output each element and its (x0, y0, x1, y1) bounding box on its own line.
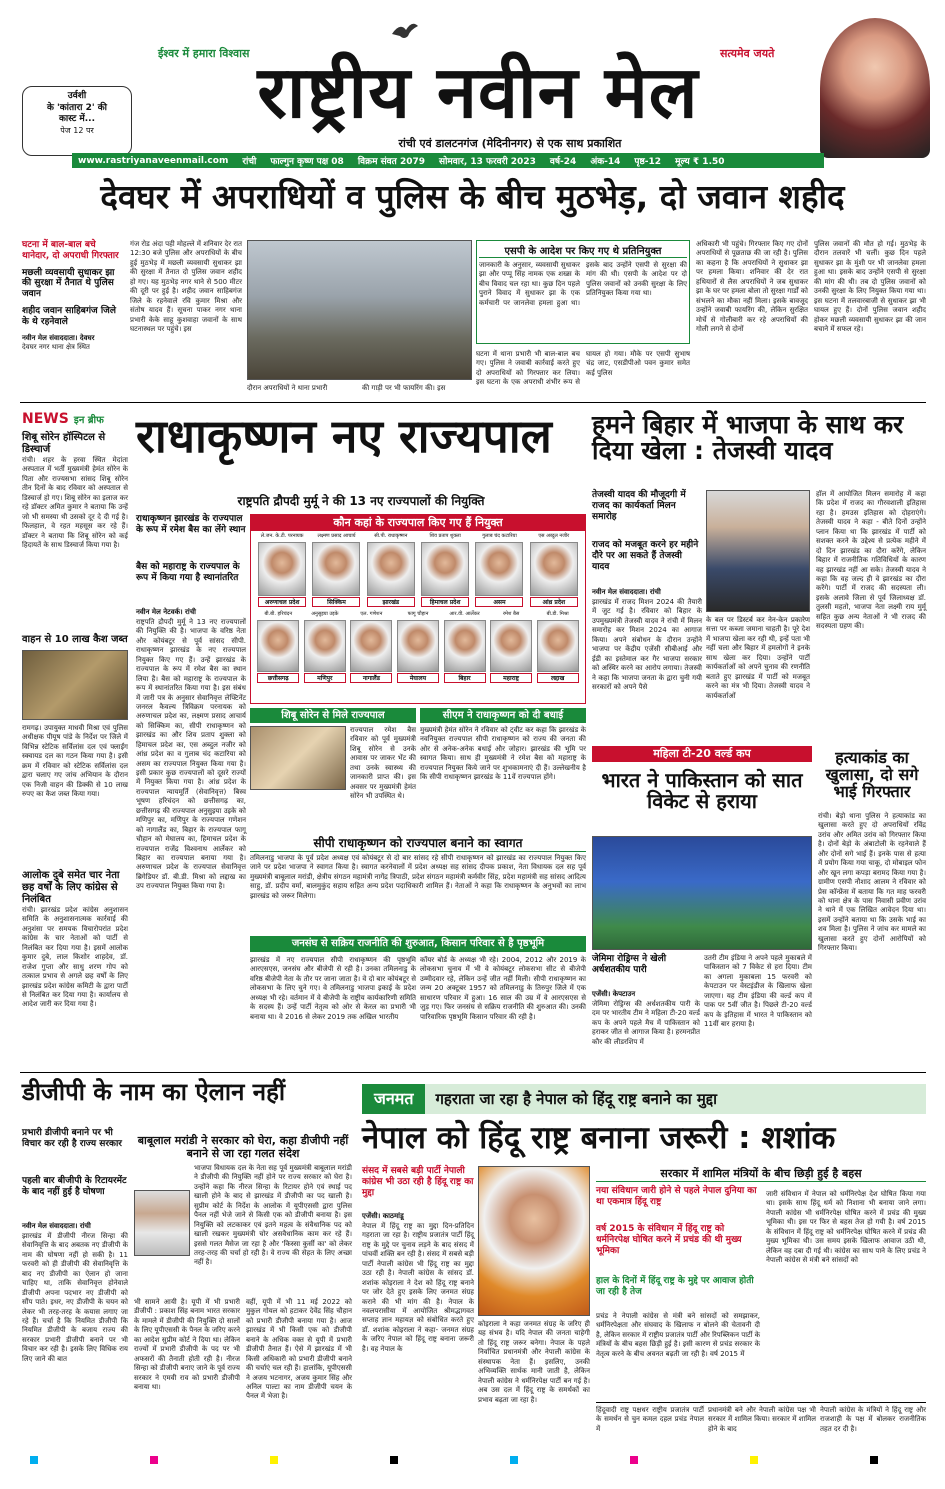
governors-body: राष्ट्रपति द्रौपदी मुर्मू ने 13 नए राज्यपालों की नियुक्ति की है। भाजपा के वरिष्ठ नेता और कोयंबटूर से पूर्व सांसद सीपी. राधाकृष्णन झारखंड के नए राज्यपाल नियुक्त किए गए हैं। उन्हें झारखंड के राज्यपाल के रूप में रमेश बैस का स्थान लिया है। बैस को महाराष्ट्र के राज्यपाल के रूप में स्थानांतरित किया गया है। इस संबंध में जारी पत्र के अनुसार सेवानिवृत्त लेफ्टिनेंट जनरल कैवल्य त्रिविक्रम परनायक को अरुणाचल प्रदेश का, लक्ष्मण प्रसाद आचार्य को सिक्किम का, सीपी राधाकृष्णन को झारखंड का और शिव प्रताप शुक्ला को हिमाचल प्रदेश का, एस अब्दुल नजीर को आंध्र प्रदेश का व गुलाब चंद कटारिया को असम का राज्यपाल नियुक्त किया गया है। इसी प्रकार कुछ राज्यपालों को दूसरे राज्यों में नियुक्त किया गया है। आंध्र प्रदेश के राज्यपाल न्यायमूर्ति (सेवानिवृत्त) बिस्व भूषण हरिचंदन को छत्तीसगढ़ का, छत्तीसगढ़ की राज्यपाल अनुसुइया उइके को मणिपुर का, मणिपुर के राज्यपाल गणेशन को नागालैंड का, बिहार के राज्यपाल फागू चौहान को मेघालय का, हिमाचल प्रदेश के राज्यपाल राजेंद्र विश्वनाथ आर्लेकर को बिहार का राज्यपाल बनाया गया है। अरुणाचल प्रदेश के राज्यपाल सेवानिवृत्त ब्रिगेडियर डॉ. बी.डी. मिश्रा को लद्दाख का उप राज्यपाल नियुक्त किया गया है। (136, 618, 246, 891)
governor-name: बी.बी. हरिचंदन (264, 611, 293, 617)
governors-box-2 (420, 708, 586, 828)
jansangh-col-2: कॉयर बोर्ड के अध्यक्ष भी रहे। 2004, 2012 और 2019 के लोकसभा चुनाव में भी वे कोयंबटूर लोकसभा सीट से बीजेपी उम्मीदवार रहे, लेकिन उन्हें जीत नहीं मिली। सीपी राधाकृष्णन का जन्म 20 अक्टूबर 1957 को तमिलनाडु के तिरुपुर जिले में एक साधारण परिवार में हुआ। 16 साल की उम्र में वे आरएसएस से जुड़ गए। फिर जनसंघ से सक्रिय राजनीति की शुरुआत की। उनकी पारिवारिक पृष्ठभूमि किसान परिवार की रही है। (420, 956, 586, 1021)
governor-state: मणिपुर (304, 673, 346, 683)
governor-card (490, 611, 532, 683)
governors-box-1-title: शिबू सोरेन से मिले राज्यपाल (250, 708, 416, 723)
lead-byline-text: देवघर नगर थाना क्षेत्र स्थित (22, 342, 90, 351)
murder-headline[interactable]: हत्याकांड का खुलासा, दो सगे भाई गिरफ्तार (825, 748, 919, 801)
governor-name: फागू चौहान (407, 611, 429, 617)
governor-portrait (257, 620, 299, 672)
governor-card (257, 611, 299, 683)
governor-portrait (258, 542, 306, 596)
nepal-sub-1: संसद में सबसे बड़ी पार्टी नेपाली कांग्रेस भी उठा रही है हिंदू राष्ट्र का मुद्दा (362, 1166, 474, 1198)
dgp-byline: नवीन मेल संवाददाता। रांची (22, 1222, 91, 1230)
nib-text: रामगढ़। उपायुक्त माधवी मिश्रा एवं पुलिस अधीक्षक पीयूष पांडे के निर्देश पर जिले में विभिन्न स्टेटिक सर्विलांस दल एवं फ्लाईंग स्क्वायड दल का गठन किया गया है। इसी क्रम में रविवार को स्टेटिक सर्विलांस दल द्वारा चलाए गए जांच अभियान के दौरान एक निजी वाहन की डिक्की से 10 लाख रुपए का कैश जब्त किया गया। (22, 724, 128, 799)
governors-box-1 (250, 708, 416, 828)
nepal-foot-2: प्रधानमंत्री बने और नेपाली कांग्रेस पक्ष भी सरकार में शामिल किया। सरकार में शामिल होने के बाद (708, 1406, 816, 1433)
masthead-title: राष्ट्रीय नवीन मेल (257, 50, 699, 134)
tagline-right: सत्यमेव जयते (720, 47, 775, 60)
governor-name: लक्ष्मण प्रसाद आचार्य (317, 533, 356, 539)
dgp-sub-2: पहली बार बीजीपी के रिटायरमेंट के बाद नहीं हुई है घोषणा (22, 1176, 127, 1197)
governor-name: रमेश बैस (502, 611, 520, 617)
shashank-photo (478, 1166, 590, 1316)
governor-portrait (421, 542, 469, 596)
issue-date: सोमवार, 13 फरवरी 2023 (439, 157, 536, 167)
governor-state: मेघालय (397, 673, 439, 683)
governor-card (537, 611, 579, 683)
governor-card (421, 533, 469, 607)
samvat: विक्रम संवत 2079 (357, 157, 425, 167)
cricket-col-1: जेमिमा रोड्रिग्स की अर्धशतकीय पारी के दम पर भारतीय टीम ने महिला टी-20 वर्ल्ड कप के अपने पहले मैच में पाकिस्तान को हराकर जीत से आगाज किया है। हरमनप्रीत कौर की लीडरशिप में (592, 1000, 700, 1046)
teaser-line-3: कास्ट में... (58, 114, 96, 125)
lead-byline: नवीन मेल संवाददाता। देवघर (22, 333, 95, 342)
registration-mark (270, 1456, 278, 1464)
dgp-col-b: वहीं, यूपी में भी 11 मई 2022 को मुकुल गोयल को हटाकर देवेंद्र सिंह चौहान को प्रभारी डीजीपी बनाया गया है। आज झारखंड में भी किसी एक को डीजीपी बनाने के अधिक वक्त से यूपी में प्रभारी डीजीपी तैनात हैं। ऐसे में झारखंड में भी किसी अधिकारी को प्रभारी डीजीपी बनाने की चर्चाएं चल रही हैं। हालांकि, यूपीएससी ने अजय भटनागर, अजय कुमार सिंह और अनिल पाल्टा का नाम डीजीपी चयन के पैनल में भेजा है। (246, 1298, 352, 1401)
page-count: पृष्ठ-12 (634, 157, 662, 167)
lead-col-5: पुलिस जवानों की मौत हो गई। मुठभेड़ के दौरान तलवारें भी चलीं। कुछ दिन पहले सुधाकर झा के मुंशी पर भी जानलेवा हमला हुआ था। इसके बाद उन्होंने एसपी से सुरक्षा की मांग की थी। तब दो पुलिस जवानों को उनकी सुरक्षा के लिए नियुक्त किया गया था। इस घटना में तलवारबाजी से सुधाकर झा भी घायल हुए हैं। दोनों पुलिस जवान शहीद होकर मछली व्यवसायी सुधाकर झा की जान बचाने में सफल रहे। (814, 240, 926, 333)
lead-side-item: घटना में बाल-बाल बचे थानेदार, दो अपराधी गिरफ्तार (22, 240, 119, 261)
governor-card (258, 533, 306, 607)
registration-mark (390, 1456, 398, 1464)
nib-title[interactable]: शिबू सोरेन हॉस्पिटल से डिस्चार्ज (22, 432, 106, 455)
nepal-box-col-2: जारी संविधान में नेपाल को धर्मनिरपेक्ष देश घोषित किया गया था। इसके साथ हिंदू धर्म को निशाना भी बनाया जाने लगा। नेपाली कांग्रेस भी धर्मनिरपेक्ष घोषित करने में प्रचंड की मुख्य भूमिका थी। इस पर फिर से बहस तेज हो गयी है। वर्ष 2015 के संविधान में हिंदू राष्ट्र को धर्मनिरपेक्ष घोषित करने में प्रचंड की मुख्य भूमिका थी। उस समय इसके खिलाफ आवाज उठी थी, लेकिन वह दबा दी गई थी। कांग्रेस का साथ पाने के लिए प्रचंड ने नेपाली कांग्रेस से मंत्री बने सांसदों को (766, 1190, 926, 1265)
marandi-title: बाबूलाल मरांडी ने सरकार को घेरा, कहा डीजीपी नहीं बनाने से जा रहा गलत संदेश (137, 1134, 349, 1161)
tithi: फाल्गुन कृष्ण पक्ष 08 (270, 157, 344, 167)
cricket-photo (592, 836, 812, 950)
governor-portrait (475, 542, 523, 596)
governors-chart-title: कौन कहां के राज्यपाल किए गए हैं नियुक्त (251, 515, 585, 531)
dgp-headline[interactable]: डीजीपी के नाम का ऐलान नहीं (22, 1078, 286, 1106)
governor-portrait (397, 620, 439, 672)
governor-portrait (444, 620, 486, 672)
dgp-text: झारखंड में डीजीपी नीरज सिन्हा की सेवानिवृत्ति के बाद अबतक नए डीजीपी के नाम की घोषणा नहीं हो सकी है। 11 फरवरी को ही डीजीपी की सेवानिवृत्ति के बाद नए डीजीपी का ऐलान हो जाना चाहिए था, ताकि सेवानिवृत्त होनेवाले डीजीपी अपना पदभार नए डीजीपी को सौंप पाते। इधर, नए डीजीपी के चयन को लेकर भी तरह-तरह के कयास लगाए जा रहे हैं। चर्चा है कि नियमित डीजीपी कि नियमित डीजीपी के बजाय राज्य की सरकार प्रभारी डीजीपी बनाने पर भी विचार कर रही है। इसके लिए विधिक राय लिए जाने की बात (22, 1232, 128, 1363)
dgp-sub-1: प्रभारी डीजीपी बनाने पर भी विचार कर रही है राज्य सरकार (22, 1128, 122, 1149)
governor-name: सी.पी. राधाकृष्णन (374, 533, 408, 539)
governors-kicker: राष्ट्रपति द्रौपदी मुर्मू ने की 13 नए राज्यपालों की नियुक्ति (237, 494, 485, 508)
governor-portrait (490, 620, 532, 672)
cricket-col-2: उतरी टीम इंडिया ने अपने पहले मुकाबले में पाकिस्तान को 7 विकेट से हरा दिया। टीम का अगला मुकाबला 15 फरवरी को केपटाउन पर वेस्टइंडीज के खिलाफ खेला जाएगा। यह टीम इंडिया की वर्ल्ड कप में पाक पर 5वीं जीत है। पिछले टी-20 वर्ल्ड कप के इतिहास में भारत ने पाकिस्तान को 11वीं बार हराया है। (704, 954, 812, 1029)
governors-box-2-title: सीएम ने राधाकृष्णन को दी बधाई (420, 708, 586, 723)
governor-portrait (530, 542, 578, 596)
registration-mark (630, 1456, 638, 1464)
nepal-byline: एजेंसी। काठमांडू (362, 1212, 404, 1220)
governors-chart (250, 514, 586, 704)
dgp-col-a: भी सामने आयी है। यूपी में भी प्रभारी डीजीपी : प्रकाश सिंह बनाम भारत सरकार के मामले में डीजीपी की नियुक्ति दो सालों के लिए यूपीएससी के पैनल के जरिए करने का आदेश सुप्रीम कोर्ट ने दिया था। लेकिन राज्यों में प्रभारी डीजीपी के पद पर भी अफसरों की तैनाती होती रही है। नीरज सिन्हा को डीजीपी बनाए जाने के पूर्व राज्य सरकार ने एमवी राव को प्रभारी डीजीपी बनाया था। (134, 1298, 240, 1391)
governor-state: झारखंड (367, 597, 415, 607)
nepal-foot-3: नेपाली कांग्रेस के मंत्रियों ने हिंदू राष्ट्र और राजशाही के पक्ष में बोलकर राजनीतिक तहत दर दी है। (820, 1406, 926, 1433)
cricket-byline: एजेंसी। केपटाउन (592, 990, 636, 998)
lead-col-1: गंज रोड अंदा पही मोहल्ले में शनिवार देर रात 12:30 बजे पुलिस और अपराधियों के बीच हुई मुठभेड़ में मछली व्यवसायी सुधाकर झा की सुरक्षा में तैनात दो पुलिस जवान शहीद हो गए। यह मुठभेड़ नगर थाने से 500 मीटर की दूरी पर हुई है। शहीद जवान साहिबगंज जिले के रहनेवाले रवि कुमार मिश्रा और संतोष यादव हैं। सूचना पाकर नगर थाना प्रभारी केके साहू कुशवाहा जवानों के साथ घटनास्थल पर पहुंचे। इस (130, 240, 242, 333)
nib-item (22, 870, 128, 1076)
governor-card (397, 611, 439, 683)
lead-col-3: घटना में थाना प्रभारी भी बाल-बाल बच गए। पुलिस ने जवाबी कार्रवाई करते हुए दो अपराधियों को गिरफ्तार कर लिया। इस घटना के एक अपराधी शंभीर रूप से घायल हो गया। मौके पर एसपी सुभाष चंद्र जाट, एसडीपीओ पवन कुमार समेत कई पुलिस (476, 350, 690, 387)
governor-name: एल. गणेशन (360, 611, 383, 617)
divider (596, 1402, 926, 1403)
nib-label: NEWS (22, 411, 69, 427)
nepal-headline[interactable]: नेपाल को हिंदू राष्ट्र बनाना जरूरी : शशांक (362, 1120, 836, 1156)
nepal-box-sub-1: नया संविधान जारी होने से पहले नेपाल दुनिया का था एकमात्र हिंदू राष्ट्र (596, 1186, 757, 1207)
color-registration-strip (20, 1454, 926, 1466)
governor-state: हिमाचल प्रदेश (421, 597, 469, 607)
year: वर्ष-24 (549, 157, 577, 167)
lead-box-title: एसपी के आदेश पर किए गए थे प्रतिनियुक्त (479, 243, 687, 258)
tejashwi-col-2: के बल पर डिस्टर्ब कर नेन-केन प्रकारेण सत्ता पर कब्जा जमाना चाहती है। पूरे देश में भाजपा खेला कर रही थी, इन्हें पता भी नहीं चला और बिहार में हमलोगों ने इनके साथ खेला कर दिया। उन्होंने पार्टी कार्यकर्ताओं को अपने चुनाव की रणनीति बताते हुए झारखंड में पार्टी को मजबूत करने का मंत्र भी दिया। तेजस्वी यादव ने कार्यकर्ताओं (706, 616, 810, 700)
governor-state: महाराष्ट्र (490, 673, 532, 683)
lead-col-4: अधिकारी भी पहुंचे। गिरफ्तार किए गए दोनों अपराधियों से पूछताछ की जा रही है। पुलिस का कहना है कि अपराधियों ने सुधाकर झा पर हमला किया। शनिवार की देर रात हथियारों से लैस अपराधियों ने जब सुधाकर झा के घर पर हमला बोला तो सुरक्षा गार्डों को संभलने का मौका नहीं मिला। इसके बावजूद उन्होंने जवाबी फायरिंग की, लेकिन सुरक्षित मोर्चे से गोलीबारी कर रहे अपराधियों की गोली लगने से दोनों (696, 240, 808, 333)
marandi-text: भाजपा विधायक दल के नेता सह पूर्व मुख्यमंत्री बाबूलाल मरांडी ने डीजीपी की नियुक्ति नहीं होने पर राज्य सरकार को घेरा है। उन्होंने कहा कि नीरज सिन्हा के रिटायर होने एवं स्थाई पद खाली होने के बाद से झारखंड में डीजीपी का पद खाली है। सुप्रीम कोर्ट के निर्देश के आलोक में यूपीएससी द्वारा पुलिस पैनल नहीं भेजे जाने से किसी एक को डीजीपी बनाया है। इस नियुक्ति को लटकाकर एवं इतने महत्व के संवैधानिक पद को खाली रखकर मुख्यमंत्री चोर असवैधानिक काम कर रहे हैं। इससे गलत मैसेज जा रहा है और 'किस्सा कुर्सी का' को लेकर तरह-तरह की चर्चा हो रही है। वे राज्य की सेहत के लिए अच्छा नहीं है। (194, 1164, 352, 1267)
tejashwi-photo (706, 490, 810, 612)
cash-photo (22, 650, 128, 720)
meeting-photo (250, 726, 346, 790)
cricket-label: महिला टी-20 वर्ल्ड कप (592, 746, 812, 762)
nepal-text-2: कोइराला ने कहा जनमत संग्रह के जरिए ही यह संभव है। यदि नेपाल की जनता चाहेगी तो हिंदू राष्ट्र जरूर बनेगा। नेपाल के पहले निर्वाचित प्रधानमंत्री और नेपाली कांग्रेस के संस्थापक नेता हैं। इसलिए, उनकी अभिव्यक्ति सार्थक मानी जाती है, लेकिन नेपाली कांग्रेस ने धर्मनिरपेक्ष पार्टी बन गई है। अब उस दल में हिंदू राष्ट्र के समर्थकों का प्रभाव बढ़ता जा रहा है। (478, 1320, 590, 1404)
registration-mark (150, 1456, 158, 1464)
governor-name: ले.जन. के.टी. परनायक (260, 533, 304, 539)
jansangh-title: जनसंघ से सक्रिय राजनीति की शुरुआत, किसान परिवार से है पृष्ठभूमि (250, 936, 586, 952)
cricket-headline[interactable]: भारत ने पाकिस्तान को सात विकेट से हराया (601, 768, 803, 813)
nepal-kicker-bar (362, 1084, 926, 1114)
lead-photo-police-scene (247, 240, 472, 380)
governors-headline[interactable]: राधाकृष्णन नए राज्यपाल (136, 409, 552, 463)
teaser-line-4: पेज 12 पर (60, 126, 94, 136)
nepal-label: जनमत (362, 1084, 425, 1114)
teaser-line-2: के 'कांतारा 2' की (46, 102, 108, 113)
cricket-sub: जेमिमा रोड्रिग्स ने खेली अर्धशतकीय पारी (592, 954, 667, 975)
governor-card (444, 611, 486, 683)
welcome-title: सीपी राधाकृष्णन को राज्यपाल बनाने का स्वागत (250, 834, 586, 852)
tejashwi-sub-1: तेजस्वी यादव की मौजूदगी में राजद का कार्यकर्ता मिलन समारोह (592, 490, 686, 522)
nib-item (22, 432, 128, 606)
welcome-text: तमिलनाडु भाजपा के पूर्व प्रदेश अध्यक्ष एवं कोयंबटूर से दो बार सांसद रहे सीपी राधाकृष्णन को झारखंड का राज्यपाल नियुक्त किए जाने पर प्रदेश भाजपा ने स्वागत किया है। स्वागत करनेवालों में प्रदेश अध्यक्ष सह सांसद दीपक प्रकाश, नेता विधायक दल सह पूर्व मुख्यमंत्री बाबूलाल मरांडी, क्षेत्रीय संगठन महामंत्री नागेंद्र त्रिपाठी, प्रदेश संगठन महामंत्री कर्मवीर सिंह, प्रदेश महामंत्री सह सांसद आदित्य साहु, डॉ. प्रदीप वर्मा, बालमुकुंद सहाय सहित अन्य प्रदेश पदाधिकारी शामिल हैं। नेताओं ने कहा कि राधाकृष्णन के अनुभवों का लाभ झारखंड को जरूर मिलेगा। (250, 854, 586, 900)
governor-portrait (312, 542, 360, 596)
website-link[interactable]: www.rastriyanaveenmail.com (78, 155, 229, 166)
price: मूल्य ₹ 1.50 (675, 157, 725, 167)
registration-mark (510, 1456, 518, 1464)
registration-mark (870, 1456, 878, 1464)
murder-text: रांची। बेड़ो थाना पुलिस ने हत्याकांड का खुलासा करते हुए दो अपराधियों रविंद्र उरांव और अमित उरांव को गिरफ्तार किया है। दोनों बेड़ो के अंबाटोली के रहनेवाले हैं और दोनों सगे भाई हैं। इनके पास से हत्या में प्रयोग किया गया चाकू, दो मोबाइल फोन और खून लगा कपड़ा बरामद किया गया है। ग्रामीण एसपी नौशाद आलम ने रविवार को प्रेस कॉन्फ्रेंस में बताया कि गत माह फरवरी को थाना क्षेत्र के पास निवासी प्रवीण उरांव ने थाने में एक लिखित आवेदन दिया था। इसमें उन्होंने बताया था कि उसके भाई का शव मिला है। पुलिस ने जांच कर मामले का खुलासा करते हुए दोनों आरोपियों को गिरफ्तार किया। (818, 812, 926, 953)
governor-state: नागालैंड (350, 673, 392, 683)
governor-card (304, 611, 346, 683)
city: रांची (242, 157, 257, 167)
governors-sub-2: बैस को महाराष्ट्र के राज्यपाल के रूप में किया गया है स्थानांतरित (136, 562, 240, 583)
nepal-text-1: नेपाल में हिंदू राष्ट्र का मुद्दा दिन-प्रतिदिन गहराता जा रहा है। राष्ट्रीय प्रजातंत्र पार्टी हिंदू राष्ट्र के मुद्दे पर चुनाव लड़ने के बाद संसद में पांचवीं शक्ति बन रही है। संसद में सबसे बड़ी पार्टी नेपाली कांग्रेस भी हिंदू राष्ट्र का मुद्दा उठा रही है। नेपाली कांग्रेस के सांसद डॉ. शशांक कोइराला ने देश को हिंदू राष्ट्र बनाने पर जोर देते हुए इसके लिए जनमत संग्रह कराने की भी मांग की है। नेपाल के नवलपरासीया में आयोजित श्रीमद्भागवत सप्ताह ज्ञान महायज्ञ को संबोधित करते हुए डॉ. शशांक कोइराला ने कहा- जनमत संग्रह के जरिए नेपाल को हिंदू राष्ट्र बनाना जरूरी है। वह नेपाल के (362, 1222, 474, 1353)
nepal-foot-1: हिंदूवादी राष्ट्र पक्षधर राष्ट्रीय प्रजातंत्र पार्टी के समर्थन से चुन कमल दहल प्रचंड नेपाल में (596, 1406, 704, 1433)
tejashwi-col-3: हॉल में आयोजित मिलन समारोह में कहा कि प्रदेश में राजद का गौरवशाली इतिहास रहा है। हमउस इतिहास को दोहराएंगे। तेजस्वी यादव ने कहा - बीते दिनों उन्होंने प्लान किया था कि झारखंड में पार्टी को सशक्त करने के उद्देश्य से प्रत्येक महीने में दो दिन झारखंड का दौरा करेंगे, लेकिन बिहार में राजनीतिक गतिविधियों के कारण वह झारखंड नहीं आ सके। तेजस्वी यादव ने कहा कि वह जल्द ही वे झारखंड का दौरा करेंगे। पार्टी में राजद की सदस्यता ली। इसके अलावे जिला से पूर्व जिलाध्यक्ष डॉ. तुलसी महतो, भाजपा नेता लक्ष्मी राय मुर्मू सहित कुछ अन्य नेताओं ने भी राजद की सदस्यता ग्रहण की। (816, 490, 926, 631)
nib-label-2: इन ब्रीफ (73, 415, 104, 426)
lead-box-text: जानकारी के अनुसार, व्यवसायी सुधाकर झा और पप्पू सिंह नामक एक शख्स के बीच विवाद चल रहा था। कुछ दिन पहले पुराने विवाद में सुधाकर झा के एक कर्मचारी पर जानलेवा हमला हुआ था। इसके बाद उन्होंने एसपी से सुरक्षा की मांग की थी। एसपी के आदेश पर दो पुलिस जवानों को उनकी सुरक्षा के लिए प्रतिनियुक्त किया गया था। (479, 261, 687, 307)
governor-card (475, 533, 523, 607)
governor-name: आर.वी. आर्लेकर (449, 611, 480, 617)
governor-state: असम (475, 597, 523, 607)
registration-mark (30, 1456, 38, 1464)
divider (20, 402, 926, 403)
nepal-box-text: प्रचंड ने नेपाली कांग्रेस से मंत्री बने सांसदों को समझाकर, धर्मनिरपेक्षता और संघवाद के खिलाफ न बोलने की चेतावनी दी है, लेकिन सरकार में राष्ट्रीय प्रजातंत्र पार्टी और रिपब्लिकन पार्टी के मंत्रियों के बीच बहस छिड़ी हुई है। इसी कारण से प्रचंड सरकार के नेतृत्व करने के बीच अवनत बढ़ती जा रही है। वर्ष 2015 में (596, 1312, 760, 1358)
nib-item (22, 634, 128, 834)
news-in-brief-label (22, 408, 132, 428)
governor-state: सिक्किम (312, 597, 360, 607)
lead-side-summary (22, 240, 122, 352)
lead-photo-caption-right: की गाड़ी पर भी फायरिंग की। इस (362, 384, 446, 392)
governor-card (367, 533, 415, 607)
governor-card (350, 611, 392, 683)
governor-state: लद्दाख (537, 673, 579, 683)
governor-portrait (304, 620, 346, 672)
divider (20, 1072, 926, 1073)
nib-text: रांची। शहर के हरवा स्थित मेदांता अस्पताल में भर्ती मुख्यमंत्री हेमंत सोरेन के पिता और राज्यसभा सांसद शिबू सोरेन तीन दिनों के बाद रविवार को अस्पताल से डिस्चार्ज हो गए। शिबू सोरेन का इलाज कर रहे डॉक्टर अमित कुमार ने बताया कि उन्हें जो भी समस्या थी उसको दूर दे दी गई है। फिलहाल, वे रहत महसूस कर रहे हैं। डॉक्टर ने बताया कि शिबू सोरेन को कई हिदायतें के साथ डिस्चार्ज किया गया है। (22, 456, 128, 549)
nepal-box-title: सरकार में शामिल मंत्रियों के बीच छिड़ी हुई है बहस (596, 1166, 926, 1182)
registration-mark (750, 1456, 758, 1464)
governor-card (530, 533, 578, 607)
nepal-box-sub-3: हाल के दिनों में हिंदू राष्ट्र के मुद्दे पर आवाज होती जा रही है तेज (596, 1276, 754, 1297)
info-bar (72, 153, 824, 168)
governor-portrait (367, 542, 415, 596)
tejashwi-sub-2: राजद को मजबूत करने हर महीने दौरे पर आ सकते हैं तेजस्वी यादव (592, 540, 699, 572)
tagline-left: ईश्वर में हमारा विश्वास (158, 47, 250, 60)
governor-name: बी.डी. मिश्रा (546, 611, 569, 617)
tejashwi-col-1: झारखंड में राजद मिशन 2024 की तैयारी में जुट गई है। रविवार को बिहार के उपमुख्यमंत्री तेजस्वी यादव ने रांची में मिलन समारोह कर मिशन 2024 का आगाज किया। अपने संबोधन के दौरान उन्होंने भाजपा पर केंद्रीय एजेंसी सीबीआई और ईडी का इस्तेमाल कर गैर भाजपा सरकार को अस्थिर करने का आरोप लगाया। तेजस्वी ने कहा कि भाजपा जनता के द्वारा चुनी गयी सरकारों को अपने पैसे (592, 598, 702, 691)
lead-photo-caption-left: दौरान अपराधियों ने थाना प्रभारी (247, 384, 328, 392)
governor-state: आंध्र प्रदेश (530, 597, 578, 607)
governors-box-1-text: राज्यपाल रमेश बैस रविवार को पूर्व मुख्यमंत्री शिबू सोरेन से उनके आवास पर जाकर भेंट की तथा उनके स्वास्थ्य की जानकारी प्राप्त की। इस अवसर पर मुख्यमंत्री हेमंत सोरेन भी उपस्थित थे। (350, 726, 416, 801)
lead-side-item: शहीद जवान साहिबगंज जिले के थे रहनेवाले (22, 305, 116, 327)
tejashwi-headline[interactable]: हमने बिहार में भाजपा के साथ कर दिया खेला : तेजस्वी यादव (592, 410, 904, 466)
lead-side-item: मछली व्यवसायी सुधाकर झा की सुरक्षा में तैनात थे पुलिस जवान (22, 267, 115, 300)
celebrity-photo (820, 18, 930, 158)
jansangh-col-1: झारखंड में नए राज्यपाल सीपी राधाकृष्णन की पृष्ठभूमि आरएसएस, जनसंघ और बीजेपी से रही है। उनका तमिलनाडु के वरिष्ठ बीजेपी नेता के तौर पर जाना जाता है। वे दो बार कोयंबटूर से लोकसभा के लिए चुने गए। वे तमिलनाडु भाजपा इकाई के प्रदेश अध्यक्ष भी रहे। वर्तमान में वे बीजेपी के राष्ट्रीय कार्यकारिणी समिति के सदस्य हैं। उन्हें पार्टी नेतृत्व को ओर से केरल का प्रभारी भी बनाया था। वे 2016 से लेकर 2019 तक अखिल भारतीय (250, 956, 416, 1021)
teaser-box[interactable] (22, 86, 132, 156)
lead-box (476, 240, 690, 344)
nepal-box-sub-2: वर्ष 2015 के संविधान में हिंदू राष्ट्र को धर्मनिरपेक्ष घोषित करने में प्रचंड की थी मुख्य भूमिका (596, 1224, 742, 1256)
governor-name: शिव प्रताप शुक्ला (429, 533, 461, 539)
governors-byline: नवीन मेल नेटवर्क। रांची (136, 608, 196, 616)
governor-name: एस अब्दुल नजीर (538, 533, 570, 539)
bird-logo-icon (390, 20, 420, 42)
nepal-kicker: गहराता जा रहा है नेपाल को हिंदू राष्ट्र बनाने का मुद्दा (435, 1090, 718, 1108)
tejashwi-byline: नवीन मेल संवाददाता। रांची (592, 588, 661, 596)
governors-sub-1: राधाकृष्णन झारखंड के राज्यपाल के रूप में रमेश बैस का लेंगे स्थान (136, 514, 246, 535)
governor-state: बिहार (444, 673, 486, 683)
governor-portrait (537, 620, 579, 672)
nib-text: रांची। झारखंड प्रदेश कांग्रेस अनुशासन समिति के अनुशासनात्मक कार्रवाई की अनुशंसा पर समयक विचारोपरांत प्रदेश कांग्रेस के चार नेताओं को पार्टी से निलंबित कर दिया गया है। इसमें आलोक कुमार दुबे, लाल किशोर शाहदेव, डॉ. राजेश गुप्ता और साधु शरण गोप को तत्काल प्रभाव से अगले छह वर्षों के लिए झारखंड प्रदेश कांग्रेस कमिटी के द्वारा पार्टी से निलंबित कर दिया गया है। कार्यालय से आदेश जारी कर दिया गया है। (22, 906, 128, 1009)
governor-state: छत्तीसगढ़ (257, 673, 299, 683)
governor-name: गुलाब चंद कटारिया (482, 533, 517, 539)
masthead-subtitle: रांची एवं डालटनगंज (मेदिनीनगर) से एक साथ प्रकाशित (398, 137, 622, 150)
nib-title[interactable]: आलोक दुबे समेत चार नेता छह वर्षों के लिए कांग्रेस से निलंबित (22, 870, 120, 905)
governor-portrait (350, 620, 392, 672)
nib-title[interactable]: वाहन से 10 लाख कैश जब्त (22, 634, 128, 645)
governors-box-2-text: मुख्यमंत्री हेमंत सोरेन ने रविवार को ट्वीट कर कहा कि झारखंड के नवनियुक्त राज्यपाल सीपी राधाकृष्णन को राज्य की जनता की ओर से अनेक-अनेक बधाई और जोहार। झारखंड की भूमि पर स्वागत किया। साथ ही मुख्यमंत्री ने रमेश बैस को महाराष्ट्र के राज्यपाल नियुक्त किये जाने पर शुभकामनाएं दी हैं। उल्लेखनीय है कि सीपी राधाकृष्णन झारखंड के 11वें राज्यपाल होंगे। (420, 726, 586, 782)
governor-state: अरुणाचल प्रदेश (258, 597, 306, 607)
governor-card (312, 533, 360, 607)
teaser-line-1: उर्वशी (67, 91, 87, 101)
lead-headline[interactable]: देवघर में अपराधियों व पुलिस के बीच मुठभेड़, दो जवान शहीद (100, 177, 845, 216)
governor-name: अनुसुइया उइके (311, 611, 339, 617)
issue-number: अंक-14 (590, 157, 621, 167)
